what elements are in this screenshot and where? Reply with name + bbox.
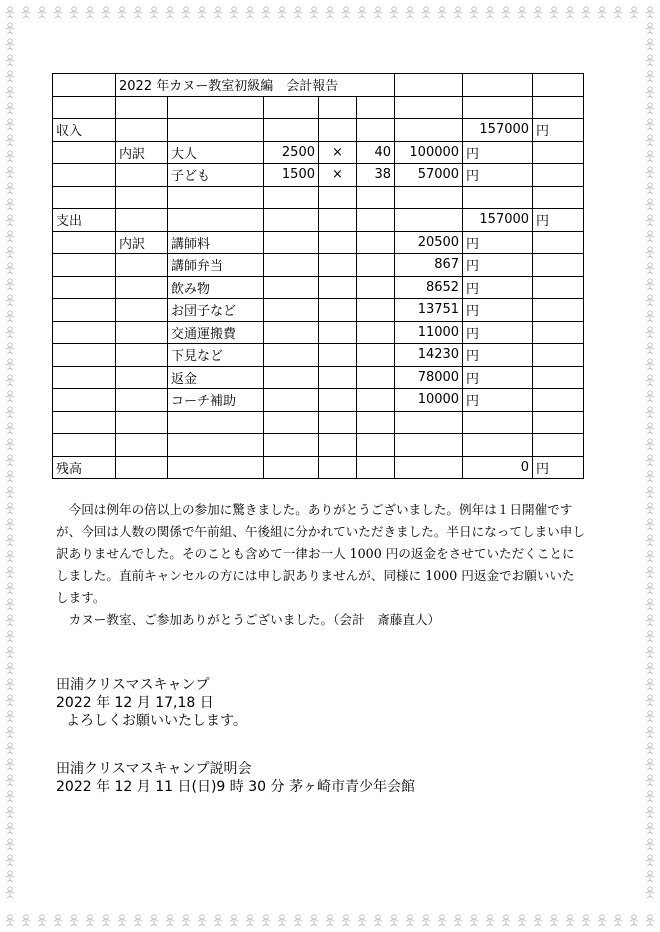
item-name: 講師料 — [168, 231, 264, 254]
empty-cell — [357, 119, 395, 142]
empty-cell — [357, 344, 395, 367]
yen-unit: 円 — [463, 254, 533, 277]
empty-cell — [463, 411, 533, 434]
yen-unit: 円 — [463, 299, 533, 322]
empty-cell — [116, 366, 168, 389]
times-sign: × — [319, 141, 357, 164]
accounting-table — [52, 73, 584, 479]
empty-cell — [357, 96, 395, 119]
empty-cell — [116, 321, 168, 344]
yen-unit: 円 — [533, 209, 584, 232]
income-label: 収入 — [53, 119, 116, 142]
empty-cell — [395, 74, 463, 97]
empty-cell — [53, 366, 116, 389]
empty-cell — [533, 344, 584, 367]
yen-unit: 円 — [533, 119, 584, 142]
yen-unit: 円 — [463, 141, 533, 164]
yen-unit: 円 — [463, 231, 533, 254]
item-amount: 20500 — [395, 231, 463, 254]
empty-cell — [264, 254, 319, 277]
message-paragraph-2: カヌー教室、ご参加ありがとうございました。（会計 斎藤直人） — [68, 612, 441, 627]
empty-cell — [319, 209, 357, 232]
empty-cell — [264, 276, 319, 299]
empty-cell — [357, 456, 395, 479]
balance-value: 0 — [463, 456, 533, 479]
empty-cell — [319, 344, 357, 367]
empty-cell — [116, 209, 168, 232]
empty-cell — [53, 141, 116, 164]
message-paragraph-1: 今回は例年の倍以上の参加に驚きました。ありがとうございました。例年は１日開催ですが、今回は人数の関係で午前組、午後組に分かれていただきました。半日になってしまい申し訳ありませんでした。そのことも含めて一律お一人 1000 円の返金をさせていただくことにしました。直前キャンセルの方には申し訳ありませんが、同様に 1000 円返金でお願いいたします。 — [56, 502, 585, 605]
empty-cell — [116, 389, 168, 412]
empty-cell — [53, 254, 116, 277]
balance-row — [53, 456, 584, 479]
empty-cell — [533, 411, 584, 434]
empty-cell — [395, 119, 463, 142]
empty-cell — [533, 231, 584, 254]
empty-cell — [116, 186, 168, 209]
empty-cell — [116, 344, 168, 367]
item-amount: 8652 — [395, 276, 463, 299]
empty-cell — [319, 254, 357, 277]
empty-cell — [395, 96, 463, 119]
empty-cell — [319, 276, 357, 299]
expense-item-row — [53, 231, 584, 254]
empty-cell — [319, 299, 357, 322]
empty-cell — [357, 321, 395, 344]
empty-cell — [264, 411, 319, 434]
empty-cell — [264, 434, 319, 457]
empty-cell — [357, 276, 395, 299]
expense-item-row — [53, 321, 584, 344]
item-amount: 14230 — [395, 344, 463, 367]
item-amount: 867 — [395, 254, 463, 277]
item-amount: 57000 — [395, 164, 463, 187]
empty-cell — [264, 299, 319, 322]
yen-unit: 円 — [463, 389, 533, 412]
empty-cell — [53, 164, 116, 187]
empty-cell — [116, 254, 168, 277]
empty-cell — [53, 299, 116, 322]
empty-cell — [357, 389, 395, 412]
breakdown-label: 内訳 — [116, 231, 168, 254]
empty-cell — [357, 411, 395, 434]
yen-unit: 円 — [533, 456, 584, 479]
empty-cell — [395, 209, 463, 232]
empty-cell — [319, 366, 357, 389]
item-amount: 78000 — [395, 366, 463, 389]
empty-cell — [53, 411, 116, 434]
empty-cell — [357, 434, 395, 457]
expense-row — [53, 209, 584, 232]
blank-row — [53, 434, 584, 457]
item-name: 交通運搬費 — [168, 321, 264, 344]
empty-cell — [533, 434, 584, 457]
empty-cell — [116, 456, 168, 479]
item-amount: 13751 — [395, 299, 463, 322]
briefing-detail: 2022 年 12 月 11 日(日)9 時 30 分 茅ヶ崎市青少年会館 — [56, 779, 415, 795]
empty-cell — [395, 186, 463, 209]
empty-cell — [53, 276, 116, 299]
item-name: 子ども — [168, 164, 264, 187]
item-amount: 10000 — [395, 389, 463, 412]
empty-cell — [319, 411, 357, 434]
title-row — [53, 74, 584, 97]
item-amount: 11000 — [395, 321, 463, 344]
empty-cell — [319, 96, 357, 119]
empty-cell — [319, 389, 357, 412]
empty-cell — [53, 344, 116, 367]
expense-item-row — [53, 299, 584, 322]
unit-price: 1500 — [264, 164, 319, 187]
income-row — [53, 119, 584, 142]
empty-cell — [53, 389, 116, 412]
empty-cell — [264, 321, 319, 344]
empty-cell — [116, 164, 168, 187]
expense-label: 支出 — [53, 209, 116, 232]
briefing-notice — [56, 760, 415, 796]
expense-item-row — [53, 389, 584, 412]
empty-cell — [319, 119, 357, 142]
camp-note: よろしくお願いいたします。 — [66, 713, 247, 729]
empty-cell — [533, 254, 584, 277]
empty-cell — [319, 456, 357, 479]
item-name: お団子など — [168, 299, 264, 322]
empty-cell — [533, 74, 584, 97]
empty-cell — [357, 299, 395, 322]
item-name: コーチ補助 — [168, 389, 264, 412]
empty-cell — [168, 209, 264, 232]
briefing-title: 田浦クリスマスキャンプ説明会 — [56, 761, 252, 777]
empty-cell — [264, 209, 319, 232]
empty-cell — [533, 164, 584, 187]
empty-cell — [168, 119, 264, 142]
empty-cell — [116, 411, 168, 434]
item-name: 大人 — [168, 141, 264, 164]
empty-cell — [357, 254, 395, 277]
empty-cell — [533, 389, 584, 412]
empty-cell — [533, 366, 584, 389]
empty-cell — [319, 186, 357, 209]
income-total: 157000 — [463, 119, 533, 142]
yen-unit: 円 — [463, 344, 533, 367]
item-name: 講師弁当 — [168, 254, 264, 277]
empty-cell — [116, 96, 168, 119]
empty-cell — [116, 299, 168, 322]
camp-title: 田浦クリスマスキャンプ — [56, 677, 210, 693]
empty-cell — [53, 74, 116, 97]
empty-cell — [319, 231, 357, 254]
empty-cell — [53, 186, 116, 209]
empty-cell — [264, 456, 319, 479]
expense-item-row — [53, 344, 584, 367]
empty-cell — [357, 231, 395, 254]
expense-item-row — [53, 366, 584, 389]
empty-cell — [463, 96, 533, 119]
empty-cell — [533, 299, 584, 322]
empty-cell — [533, 96, 584, 119]
empty-cell — [533, 321, 584, 344]
empty-cell — [357, 209, 395, 232]
empty-cell — [116, 434, 168, 457]
blank-row — [53, 186, 584, 209]
empty-cell — [533, 141, 584, 164]
empty-cell — [463, 434, 533, 457]
empty-cell — [264, 119, 319, 142]
empty-cell — [395, 434, 463, 457]
expense-item-row — [53, 254, 584, 277]
times-sign: × — [319, 164, 357, 187]
balance-label: 残高 — [53, 456, 116, 479]
quantity: 38 — [357, 164, 395, 187]
expense-item-row — [53, 276, 584, 299]
quantity: 40 — [357, 141, 395, 164]
empty-cell — [168, 434, 264, 457]
empty-cell — [264, 186, 319, 209]
empty-cell — [395, 456, 463, 479]
empty-cell — [168, 96, 264, 119]
camp-date: 2022 年 12 月 17,18 日 — [56, 695, 214, 711]
empty-cell — [357, 186, 395, 209]
empty-cell — [533, 276, 584, 299]
empty-cell — [116, 119, 168, 142]
empty-cell — [395, 411, 463, 434]
empty-cell — [533, 186, 584, 209]
empty-cell — [53, 321, 116, 344]
table-title: 2022 年カヌー教室初級編 会計報告 — [116, 74, 395, 97]
empty-cell — [53, 96, 116, 119]
yen-unit: 円 — [463, 276, 533, 299]
empty-cell — [53, 434, 116, 457]
empty-cell — [463, 74, 533, 97]
empty-cell — [116, 276, 168, 299]
unit-price: 2500 — [264, 141, 319, 164]
expense-total: 157000 — [463, 209, 533, 232]
yen-unit: 円 — [463, 321, 533, 344]
blank-row — [53, 96, 584, 119]
empty-cell — [264, 389, 319, 412]
empty-cell — [319, 321, 357, 344]
income-item-row — [53, 164, 584, 187]
empty-cell — [264, 344, 319, 367]
camp-notice — [56, 676, 247, 730]
breakdown-label: 内訳 — [116, 141, 168, 164]
item-name: 下見など — [168, 344, 264, 367]
blank-row — [53, 411, 584, 434]
empty-cell — [264, 96, 319, 119]
empty-cell — [319, 434, 357, 457]
item-amount: 100000 — [395, 141, 463, 164]
item-name: 返金 — [168, 366, 264, 389]
income-item-row — [53, 141, 584, 164]
empty-cell — [168, 411, 264, 434]
empty-cell — [168, 456, 264, 479]
report-message — [56, 499, 586, 631]
empty-cell — [53, 231, 116, 254]
empty-cell — [463, 186, 533, 209]
item-name: 飲み物 — [168, 276, 264, 299]
yen-unit: 円 — [463, 366, 533, 389]
empty-cell — [264, 231, 319, 254]
empty-cell — [264, 366, 319, 389]
yen-unit: 円 — [463, 164, 533, 187]
empty-cell — [357, 366, 395, 389]
empty-cell — [168, 186, 264, 209]
